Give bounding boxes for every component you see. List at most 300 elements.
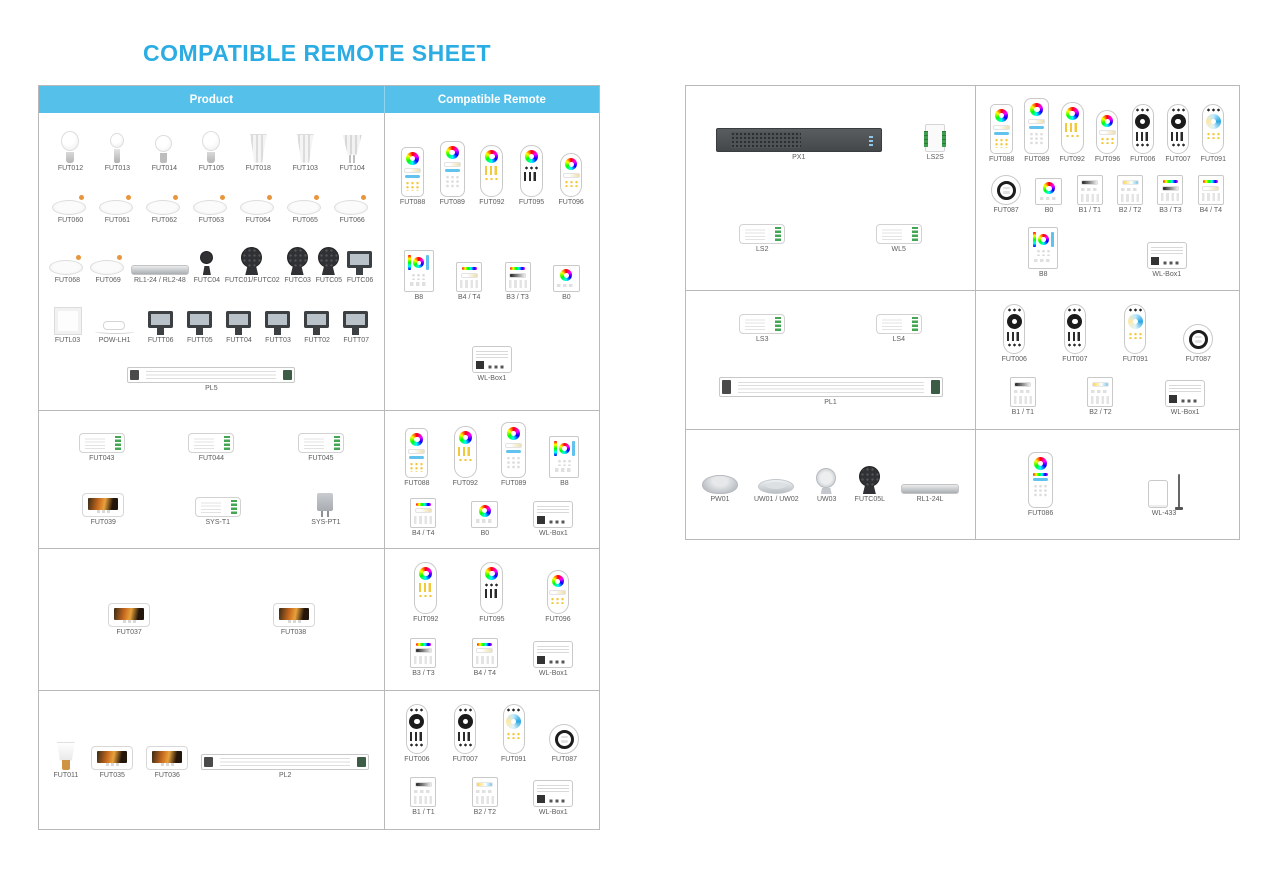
remote-label: FUT096 xyxy=(558,199,584,207)
remote-figure xyxy=(558,153,583,206)
wall-panel-t4-icon xyxy=(456,262,482,292)
remote-label: WL-Box1 xyxy=(539,529,568,537)
remote-rotary-icon xyxy=(1183,324,1213,354)
remote-label: FUT091 xyxy=(1200,156,1226,164)
remote-label: FUT089 xyxy=(501,480,527,488)
product-label: FUT018 xyxy=(245,164,271,172)
remote-figure xyxy=(1123,304,1148,363)
product-figure xyxy=(304,311,330,344)
controller-screen-icon xyxy=(82,493,124,517)
product-figure xyxy=(148,311,174,344)
product-cell xyxy=(686,430,976,539)
product-cell xyxy=(39,113,385,410)
remote-line xyxy=(393,777,591,816)
led-driver-icon xyxy=(201,754,369,770)
product-label: FUTC05L xyxy=(854,496,886,503)
remote-figure xyxy=(1201,104,1226,163)
product-line xyxy=(694,377,967,406)
product-label: FUT066 xyxy=(339,216,365,224)
remote-dimming-icon xyxy=(406,704,428,754)
remote-figure xyxy=(533,501,573,537)
plug-adapter-icon xyxy=(317,493,334,517)
remote-figure xyxy=(1028,227,1058,278)
remote-rgbw-icon xyxy=(1096,110,1118,154)
product-label: FUT045 xyxy=(308,454,334,462)
remote-figure xyxy=(404,250,434,301)
led-driver-icon xyxy=(127,367,295,383)
remote-line xyxy=(984,304,1231,363)
din-rail-module-icon xyxy=(925,124,945,152)
wall-panel-t2-icon xyxy=(472,777,498,807)
remote-rgbw-black-icon xyxy=(480,562,503,614)
product-line xyxy=(47,742,376,779)
product-figure xyxy=(53,742,78,779)
product-figure xyxy=(99,195,135,224)
product-figure xyxy=(702,475,738,503)
remote-label: B1 / T1 xyxy=(1078,207,1102,215)
remote-figure xyxy=(553,265,580,301)
product-label: LS3 xyxy=(756,336,769,343)
remote-figure xyxy=(479,562,504,623)
downlight-icon xyxy=(49,255,85,275)
led-bulb-icon xyxy=(201,131,221,163)
remote-8zone-icon xyxy=(1024,98,1049,154)
floodlight-icon xyxy=(343,311,369,335)
remote-figure xyxy=(1087,377,1113,416)
product-figure xyxy=(127,367,295,392)
downlight-icon xyxy=(287,195,323,215)
floodlight-icon xyxy=(226,311,252,335)
product-line xyxy=(47,603,376,636)
product-figure xyxy=(225,247,280,284)
downlight-icon xyxy=(193,195,229,215)
wifi-gateway-icon xyxy=(1147,242,1187,269)
remote-label: B8 xyxy=(1038,270,1048,278)
compatible-remote-cell xyxy=(385,113,599,410)
remote-label: B0 xyxy=(562,294,571,302)
remote-label: FUT087 xyxy=(551,756,578,763)
product-label: WL5 xyxy=(891,245,906,253)
remote-figure xyxy=(1028,452,1053,517)
product-label: PL5 xyxy=(205,385,218,393)
led-driver-dark-icon xyxy=(716,128,882,152)
remote-figure xyxy=(404,428,429,487)
product-label: FUT104 xyxy=(339,164,365,172)
product-label: FUTT04 xyxy=(226,337,252,345)
remote-rgbcct-icon xyxy=(401,147,424,197)
remote-figure xyxy=(1130,104,1155,163)
product-label: LS2 xyxy=(756,245,769,253)
wifi-gateway-icon xyxy=(533,501,573,528)
product-cell xyxy=(39,411,385,548)
floodlight-icon xyxy=(187,311,213,335)
candle-bulb-icon xyxy=(109,133,125,163)
product-cell xyxy=(39,691,385,829)
remote-4zone-icon xyxy=(414,562,437,614)
product-figure xyxy=(739,314,785,343)
downlight-icon xyxy=(240,195,276,215)
product-figure xyxy=(311,493,340,526)
remote-line xyxy=(984,175,1231,214)
remote-figure xyxy=(440,141,465,206)
product-figure xyxy=(188,433,234,462)
remote-line xyxy=(984,377,1231,416)
product-label: FUTC06 xyxy=(346,276,374,284)
product-label: FUT012 xyxy=(57,164,84,172)
remote-rotary-icon xyxy=(549,724,579,754)
remote-label: B0 xyxy=(480,529,490,537)
product-figure xyxy=(265,311,291,344)
linear-bar-light-icon xyxy=(131,265,189,275)
remote-cct-icon xyxy=(1202,104,1224,154)
remote-figure xyxy=(1024,98,1049,163)
product-figure xyxy=(273,603,315,636)
gateway-433-icon xyxy=(1141,468,1187,508)
product-label: RL1-24L xyxy=(916,496,944,503)
product-figure xyxy=(195,497,241,526)
product-figure xyxy=(316,247,342,284)
remote-label: FUT086 xyxy=(1027,510,1054,517)
product-figure xyxy=(152,135,177,172)
controller-screen-icon xyxy=(108,603,150,627)
linear-bar-light-icon xyxy=(901,484,959,494)
product-label: PL1 xyxy=(824,399,837,406)
wifi-gateway-icon xyxy=(472,346,512,373)
product-label: SYS-T1 xyxy=(205,519,231,527)
garden-spot-icon xyxy=(287,247,309,275)
remote-figure xyxy=(501,422,526,487)
table-row xyxy=(39,113,599,410)
table-row xyxy=(686,86,1239,290)
product-figure xyxy=(240,195,276,224)
remote-label: B3 / T3 xyxy=(506,294,529,302)
table-row xyxy=(39,548,599,690)
product-figure xyxy=(49,255,85,284)
table-row xyxy=(39,410,599,548)
remote-label: FUT088 xyxy=(404,480,430,488)
product-line xyxy=(47,493,376,526)
wall-panel-b0-icon xyxy=(471,501,498,528)
table-header xyxy=(39,86,599,113)
remote-figure xyxy=(1198,175,1224,214)
compatible-remote-cell xyxy=(385,549,599,690)
product-label: FUTC03 xyxy=(284,276,311,284)
remote-dimming-icon xyxy=(1167,104,1189,154)
remote-label: FUT006 xyxy=(1130,156,1156,164)
product-label: FUTL03 xyxy=(54,337,81,345)
product-label: FUTC04 xyxy=(193,276,221,284)
remote-figure xyxy=(410,498,436,537)
product-label: FUT068 xyxy=(54,276,81,284)
remote-label: B4 / T4 xyxy=(412,529,435,537)
product-label: FUTC05 xyxy=(315,276,343,284)
remote-4zone-icon xyxy=(480,145,503,197)
downlight-icon xyxy=(90,255,126,275)
remote-label: WL-Box1 xyxy=(538,809,568,816)
remote-label: FUT089 xyxy=(1024,156,1050,164)
remote-line xyxy=(984,227,1231,278)
remote-4zone-icon xyxy=(1061,102,1084,154)
led-driver-long-icon xyxy=(719,377,943,397)
product-line xyxy=(47,367,376,392)
remote-figure xyxy=(413,562,438,623)
controller-box-icon xyxy=(739,224,785,244)
remote-label: FUT095 xyxy=(518,199,545,207)
product-figure xyxy=(340,135,365,172)
remote-figure xyxy=(1141,468,1187,517)
floodlight-icon xyxy=(347,251,373,275)
wall-panel-b8-icon xyxy=(1028,227,1058,269)
gu10-spot-icon xyxy=(248,134,268,163)
product-line xyxy=(694,466,967,503)
product-figure xyxy=(193,195,229,224)
remote-label: B4 / T4 xyxy=(1199,207,1223,215)
remote-line xyxy=(393,422,591,487)
remote-figure xyxy=(533,641,573,677)
product-figure xyxy=(54,307,82,344)
compatible-remote-column-header: Compatible Remote xyxy=(385,86,599,113)
product-figure xyxy=(815,468,839,503)
remote-figure xyxy=(1035,178,1062,214)
compatible-remote-cell xyxy=(385,691,599,829)
floodlight-icon xyxy=(265,311,291,335)
remote-line xyxy=(393,704,591,763)
pool-par-lamp-icon xyxy=(702,475,738,494)
floodlight-icon xyxy=(304,311,330,335)
remote-figure xyxy=(453,704,478,763)
downlight-icon xyxy=(334,195,370,215)
remote-figure xyxy=(471,501,498,537)
product-figure xyxy=(201,754,369,779)
garden-spot-icon xyxy=(859,466,881,494)
product-label: PX1 xyxy=(792,153,806,161)
product-line xyxy=(47,247,376,284)
product-label: FUT044 xyxy=(198,454,224,462)
remote-figure xyxy=(1165,104,1190,163)
remote-figure xyxy=(400,147,425,206)
product-figure xyxy=(194,251,220,284)
product-label: LS2S xyxy=(926,153,944,161)
product-figure xyxy=(298,433,344,462)
wifi-gateway-icon xyxy=(533,780,573,807)
gu10-white-bulb-icon xyxy=(56,742,76,770)
product-label: FUT043 xyxy=(89,454,115,462)
product-line xyxy=(47,131,376,172)
remote-figure xyxy=(453,426,478,487)
remote-label: B1 / T1 xyxy=(412,809,435,816)
remote-figure xyxy=(1095,110,1120,163)
controller-box-icon xyxy=(79,433,125,453)
remote-dimming-icon xyxy=(1064,304,1086,354)
remote-label: FUT007 xyxy=(1165,156,1191,164)
product-label: FUTT02 xyxy=(304,337,330,345)
remote-figure xyxy=(501,704,526,763)
remote-figure xyxy=(1060,102,1085,163)
product-figure xyxy=(91,746,133,779)
remote-label: FUT088 xyxy=(988,156,1015,164)
product-column-header: Product xyxy=(39,86,385,113)
remote-figure xyxy=(519,145,544,206)
wall-panel-t1-icon xyxy=(1077,175,1103,205)
garden-spot-icon xyxy=(241,247,263,275)
remote-label: FUT006 xyxy=(1001,356,1027,363)
round-bulb-icon xyxy=(155,135,173,163)
remote-label: FUT088 xyxy=(399,199,426,207)
wall-panel-t2-icon xyxy=(1117,175,1143,205)
product-cell xyxy=(686,86,976,290)
gu10-spot-icon xyxy=(295,134,315,163)
remote-8zone-icon xyxy=(440,141,465,197)
garden-spot-small-icon xyxy=(200,251,214,275)
product-label: FUT035 xyxy=(99,771,125,779)
product-label: FUTT05 xyxy=(186,337,213,345)
remote-rgbcct-icon xyxy=(405,428,428,478)
product-figure xyxy=(347,251,373,284)
controller-box-icon xyxy=(298,433,344,453)
product-figure xyxy=(226,311,252,344)
product-cell xyxy=(39,549,385,690)
remote-rgbw-icon xyxy=(560,153,582,197)
product-label: UW03 xyxy=(816,496,837,503)
product-figure xyxy=(246,134,271,172)
remote-label: B8 xyxy=(560,480,569,488)
remote-label: B2 / T2 xyxy=(473,809,497,816)
product-label: FUT061 xyxy=(104,216,131,224)
remote-cct-icon xyxy=(1124,304,1146,354)
product-figure xyxy=(334,195,370,224)
remote-label: WL-Box1 xyxy=(1152,270,1182,278)
remote-label: FUT092 xyxy=(452,480,478,488)
product-label: FUT039 xyxy=(90,519,116,527)
product-figure xyxy=(187,311,213,344)
remote-line xyxy=(984,452,1231,517)
controller-box-icon xyxy=(876,314,922,334)
remote-figure xyxy=(456,262,482,301)
product-figure xyxy=(716,128,882,161)
remote-line xyxy=(984,98,1231,163)
panel-light-icon xyxy=(54,307,82,335)
product-label: FUT037 xyxy=(116,629,142,636)
product-label: FUTT07 xyxy=(343,337,370,345)
product-label: FUTT03 xyxy=(265,337,291,345)
remote-label: FUT006 xyxy=(404,756,430,763)
remote-figure xyxy=(1002,304,1027,363)
remote-figure xyxy=(991,175,1021,214)
remote-label: FUT092 xyxy=(479,199,505,207)
remote-figure xyxy=(545,570,570,623)
remote-figure xyxy=(410,638,436,677)
mr16-spot-icon xyxy=(342,135,362,163)
product-figure xyxy=(284,247,310,284)
wall-panel-t3-icon xyxy=(410,638,436,668)
remote-figure xyxy=(1183,324,1213,363)
product-figure xyxy=(105,133,130,172)
wall-panel-t4-icon xyxy=(1198,175,1224,205)
product-cell xyxy=(686,291,976,429)
compatible-remote-cell xyxy=(976,291,1239,429)
remote-rotary-icon xyxy=(991,175,1021,205)
product-figure xyxy=(925,124,945,161)
product-label: FUT038 xyxy=(280,629,307,636)
product-label: FUT103 xyxy=(292,164,318,172)
product-figure xyxy=(146,746,188,779)
remote-label: FUT091 xyxy=(501,756,527,763)
remote-label: B3 / T3 xyxy=(1159,207,1182,215)
remote-figure xyxy=(1165,380,1205,416)
product-figure xyxy=(287,195,323,224)
product-label: FUT014 xyxy=(151,164,178,172)
remote-figure xyxy=(472,638,498,677)
floodlight-icon xyxy=(148,311,174,335)
product-label: RL1-24 / RL2-48 xyxy=(133,276,186,284)
remote-8zone-long-icon xyxy=(1028,452,1053,508)
page-title: COMPATIBLE REMOTE SHEET xyxy=(143,40,491,66)
wall-panel-b0-icon xyxy=(553,265,580,292)
remote-rgbw-black-icon xyxy=(520,145,543,197)
product-label: FUT105 xyxy=(198,164,224,172)
wall-panel-b8-icon xyxy=(404,250,434,292)
wall-panel-b8-icon xyxy=(549,436,579,478)
wall-panel-t1-icon xyxy=(1010,377,1036,407)
product-label: PW01 xyxy=(710,496,730,503)
right-compatibility-table xyxy=(685,85,1240,540)
remote-line xyxy=(393,346,591,382)
product-label: LS4 xyxy=(892,336,905,343)
remote-label: FUT092 xyxy=(1059,156,1085,164)
product-label: FUT036 xyxy=(154,771,180,779)
remote-dimming-icon xyxy=(454,704,476,754)
remote-figure xyxy=(1077,175,1103,214)
remote-rgbcct-icon xyxy=(990,104,1013,154)
remote-label: B0 xyxy=(1044,207,1054,215)
remote-label: B8 xyxy=(414,294,424,302)
product-label: UW01 / UW02 xyxy=(753,496,799,503)
remote-4zone-icon xyxy=(454,426,477,478)
product-figure xyxy=(754,479,799,503)
product-label: FUT011 xyxy=(53,771,79,779)
wall-panel-t2-icon xyxy=(1087,377,1113,407)
controller-box-icon xyxy=(188,433,234,453)
remote-figure xyxy=(533,780,573,816)
product-figure xyxy=(343,311,369,344)
product-figure xyxy=(58,131,83,172)
remote-label: WL-Box1 xyxy=(1170,409,1200,416)
table-row xyxy=(39,690,599,829)
product-label: SYS-PT1 xyxy=(311,519,341,527)
product-figure xyxy=(146,195,182,224)
product-line xyxy=(694,124,967,161)
remote-label: B1 / T1 xyxy=(1011,409,1035,416)
remote-label: B4 / T4 xyxy=(457,294,481,302)
power-cord-icon xyxy=(95,319,135,335)
controller-screen-icon xyxy=(146,746,188,770)
product-figure xyxy=(876,224,922,253)
product-label: FUT069 xyxy=(95,276,121,284)
remote-figure xyxy=(549,436,579,487)
remote-figure xyxy=(1157,175,1183,214)
product-figure xyxy=(199,131,224,172)
product-figure xyxy=(293,134,318,172)
pool-surface-light-icon xyxy=(758,479,794,494)
product-label: FUT062 xyxy=(151,216,178,224)
wall-panel-b0-icon xyxy=(1035,178,1062,205)
remote-label: B2 / T2 xyxy=(1118,207,1142,215)
product-line xyxy=(694,314,967,343)
product-line xyxy=(47,195,376,224)
product-figure xyxy=(52,195,88,224)
remote-label: FUT091 xyxy=(1122,356,1149,363)
product-figure xyxy=(901,484,959,503)
